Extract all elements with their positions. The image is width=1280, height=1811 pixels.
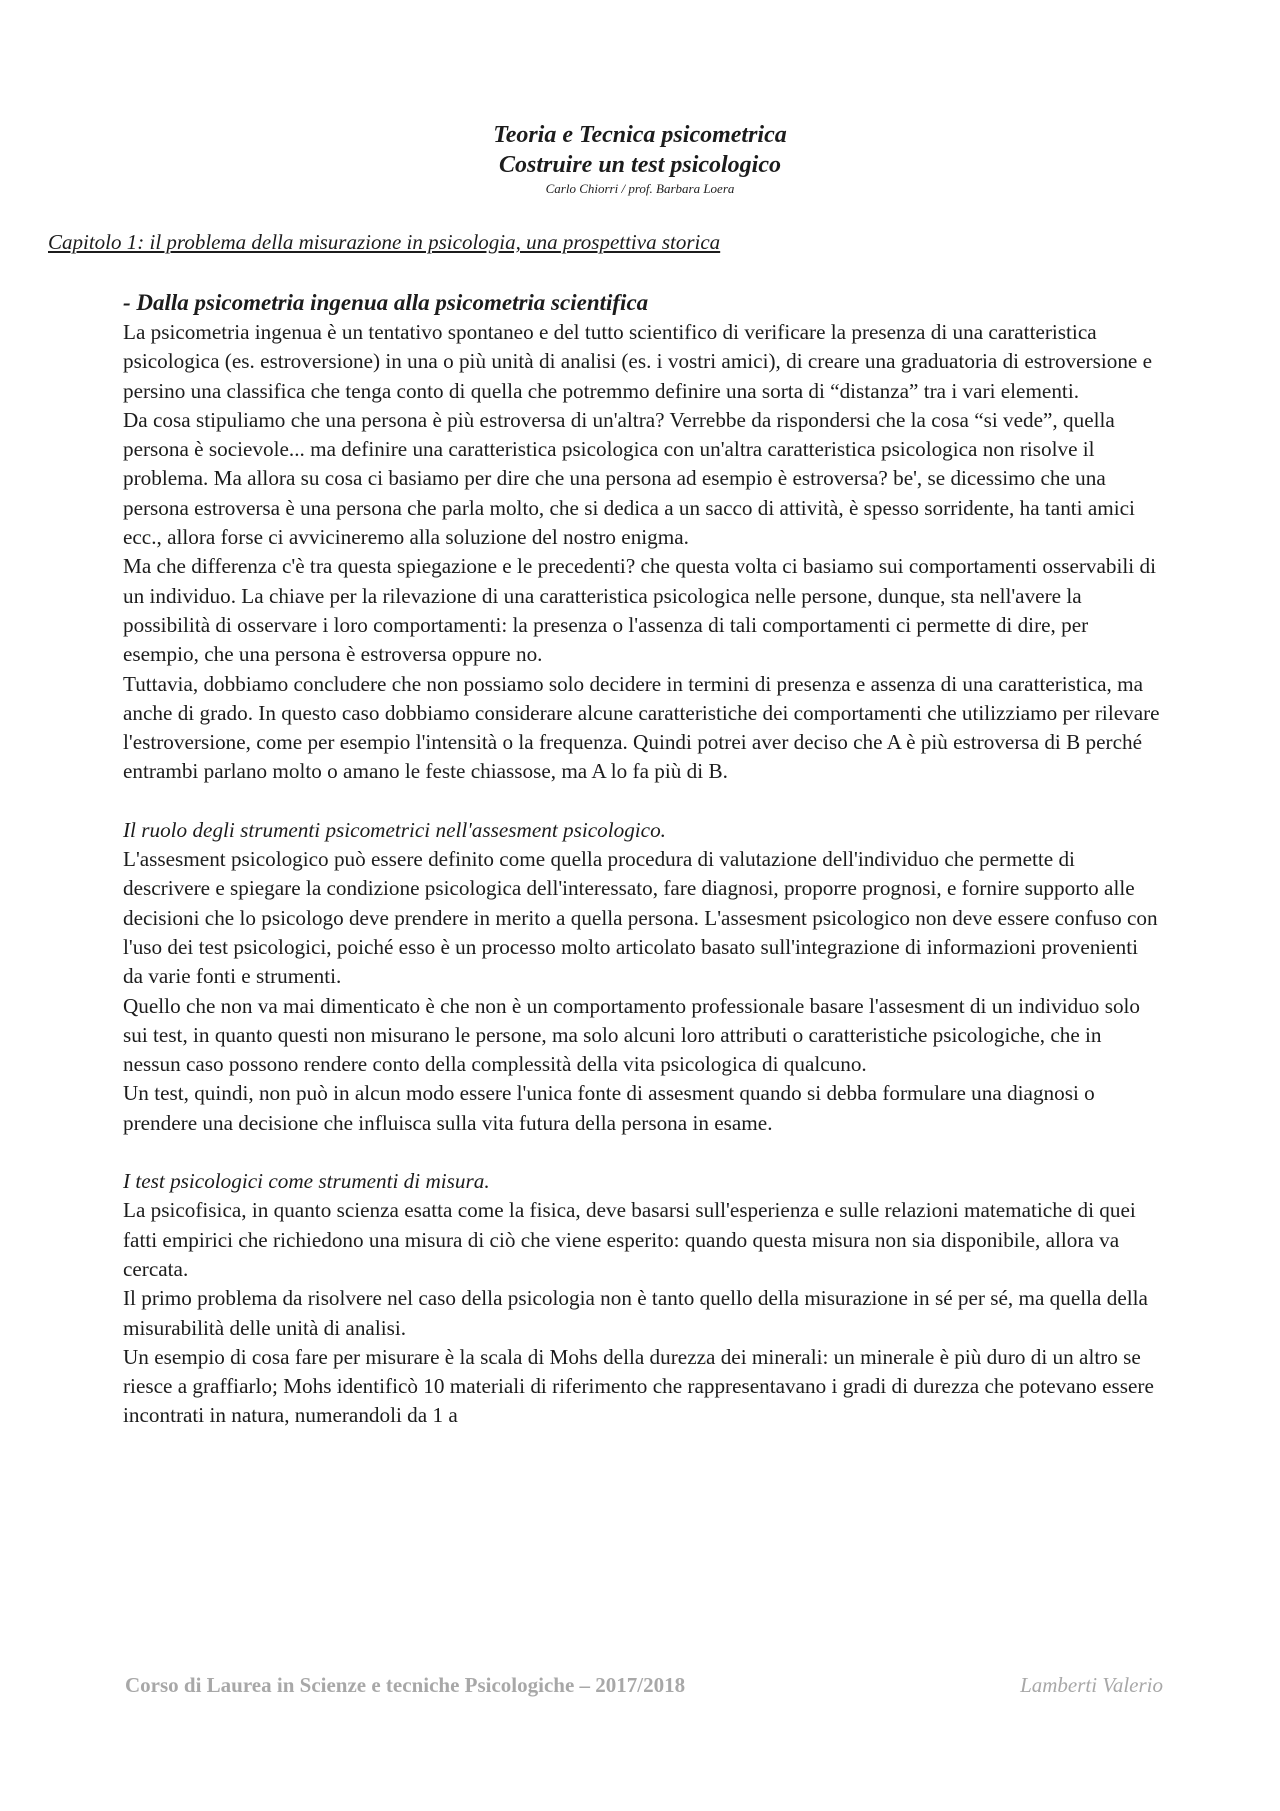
document-title-line-1: Teoria e Tecnica psicometrica bbox=[493, 122, 787, 148]
paragraph: Il primo problema da risolvere nel caso della psicologia non è tanto quello della misurazione in sé per sé, ma quella della misurabilità delle unità di analisi. bbox=[123, 1286, 1148, 1340]
paragraph: L'assesment psicologico può essere definito come quella procedura di valutazione dell'individuo che permette di descrivere e spiegare la condizione psicologica dell'interessato, fare diagnosi, proporre prognosi, e fornire supporto alle decisioni che lo psicologo deve prendere in merito a quella persona. L'assesment psicologico non deve essere confuso con l'uso dei test psicologici, poiché esso è un processo molto articolato basato sull'integrazione di informazioni provenienti da varie fonti e strumenti. bbox=[123, 847, 1158, 989]
document-authors: Carlo Chiorri / prof. Barbara Loera bbox=[545, 181, 735, 196]
paragraph: Un esempio di cosa fare per misurare è la scala di Mohs della durezza dei minerali: un minerale è più duro di un altro se riesce a graffiarlo; Mohs identificò 10 materiali di riferimento che rappresentavano i gradi di durezza che potevano essere incontrati in natura, numerandoli da 1 a bbox=[123, 1344, 1154, 1428]
chapter-title: Capitolo 1: il problema della misurazione in psicologia, una prospettiva storica bbox=[48, 230, 721, 254]
footer-course: Corso di Laurea in Scienze e tecniche Psicologiche – 2017/2018 bbox=[125, 1673, 686, 1697]
paragraph: Un test, quindi, non può in alcun modo essere l'unica fonte di assesment quando si debba formulare una diagnosi o prendere una decisione che influisca sulla vita futura della persona in esame. bbox=[123, 1081, 1095, 1135]
paragraph: La psicometria ingenua è un tentativo spontaneo e del tutto scientifico di verificare la presenza di una caratteristica psicologica (es. estroversione) in una o più unità di analisi (es. i vostri amici), di creare una graduatoria di estroversione e persino una classifica che tenga conto di quella che potremmo definire una sorta di “distanza” tra i vari elementi. bbox=[123, 320, 1153, 403]
document-header bbox=[0, 120, 1280, 197]
paragraph: Ma che differenza c'è tra questa spiegazione e le precedenti? che questa volta ci basiamo sui comportamenti osservabili di un individuo. La chiave per la rilevazione di una caratteristica psicologica nelle persone, dunque, sta nell'avere la possibilità di osservare i loro comportamenti: la presenza o l'assenza di tali comportamenti ci permette di dire, per esempio, che una persona è estroversa oppure no. bbox=[123, 554, 1156, 667]
paragraph: Tuttavia, dobbiamo concludere che non possiamo solo decidere in termini di presenza e assenza di una caratteristica, ma anche di grado. In questo caso dobbiamo considerare alcune caratteristiche dei comportamenti che utilizziamo per rilevare l'estroversione, come per esempio l'intensità o la frequenza. Quindi potrei aver deciso che A è più estroversa di B perché entrambi parlano molto o amano le feste chiassose, ma A lo fa più di B. bbox=[123, 671, 1160, 784]
paragraph: Da cosa stipuliamo che una persona è più estroversa di un'altra? Verrebbe da rispondersi che la cosa “si vede”, quella persona è socievole... ma definire una caratteristica psicologica con un'altra caratteristica psicologica non risolve il problema. Ma allora su cosa ci basiamo per dire che una persona ad esempio è estroversa? be', se dicessimo che una persona estroversa è una persona che parla molto, che si dedica a un sacco di attività, è spesso sorridente, ha tanti amici ecc., allora forse ci avvicineremo alla soluzione del nostro enigma. bbox=[123, 407, 1135, 550]
paragraph: Quello che non va mai dimenticato è che non è un comportamento professionale basare l'assesment di un individuo solo sui test, in quanto questi non misurano le persone, ma solo alcuni loro attributi o caratteristiche psicologiche, che in nessun caso possono rendere conto della complessità della vita psicologica di qualcuno. bbox=[123, 993, 1141, 1077]
subsection-title: I test psicologici come strumenti di misura. bbox=[123, 1169, 490, 1194]
paragraph: La psicofisica, in quanto scienza esatta come la fisica, deve basarsi sull'esperienza e sulle relazioni matematiche di quei fatti empirici che richiedono una misura di ciò che viene esperito: quando questa misura non sia disponibile, allora va cercata. bbox=[123, 1198, 1136, 1281]
subsection-title: Il ruolo degli strumenti psicometrici nell'assesment psicologico. bbox=[123, 817, 666, 842]
footer-author: Lamberti Valerio bbox=[1020, 1673, 1163, 1697]
document-body bbox=[123, 288, 1163, 1431]
document-title-line-2: Costruire un test psicologico bbox=[498, 152, 782, 178]
section-heading: - Dalla psicometria ingenua alla psicometria scientifica bbox=[123, 290, 649, 315]
